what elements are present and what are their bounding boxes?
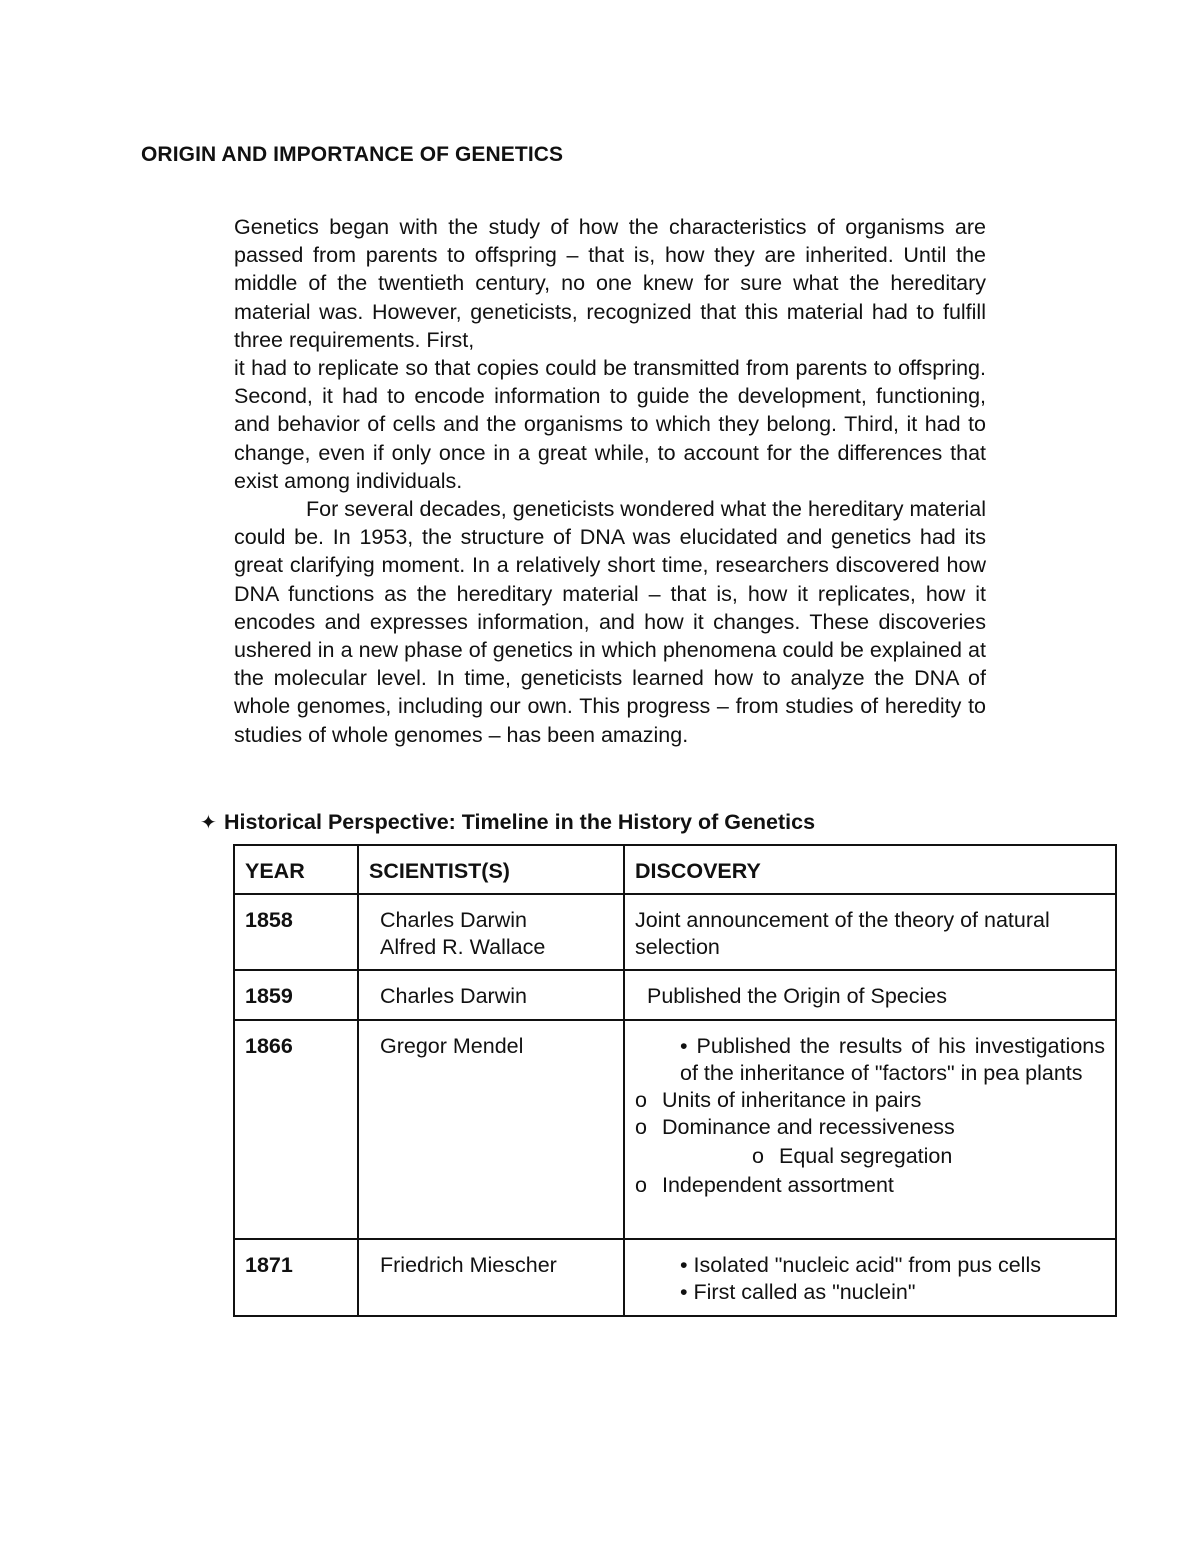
scientist-name: Gregor Mendel — [380, 1034, 524, 1058]
timeline-table — [233, 844, 1117, 1317]
page-title: ORIGIN AND IMPORTANCE OF GENETICS — [141, 143, 564, 166]
list-item: o Dominance and recessiveness — [635, 1115, 955, 1139]
list-item: • First called as "nuclein" — [680, 1280, 916, 1304]
scientist-name: Charles Darwin — [380, 908, 527, 932]
discovery-bullet: • Published the results of his investigations of the inheritance of "factors" in pea plants — [680, 1034, 1105, 1085]
scientist-cell — [358, 1020, 624, 1239]
discovery-cell — [624, 970, 1116, 1020]
discovery-text: Published the Origin of Species — [647, 984, 947, 1008]
scientist-name: Friedrich Miescher — [380, 1253, 557, 1277]
sub-marker: o — [635, 1173, 647, 1197]
sub-marker: o — [752, 1144, 764, 1168]
header-scientists: SCIENTIST(S) — [358, 845, 624, 894]
year-cell: 1858 — [234, 894, 358, 970]
scientist-cell — [358, 894, 624, 970]
list-item: o Independent assortment — [635, 1173, 894, 1197]
table-row — [234, 894, 1116, 970]
list-item: o Equal segregation — [752, 1144, 953, 1168]
table-row — [234, 1239, 1116, 1316]
header-year: YEAR — [234, 845, 358, 894]
paragraph-intro: Genetics began with the study of how the characteristics of organisms are passed from parents to offspring – that is, how they are inherited. Until the middle of the twentieth century, no one knew for sure what the hereditary material was. However, geneticists, recognized that this material had to fulfill three requirements. First, — [234, 215, 986, 352]
scientist-name: Alfred R. Wallace — [380, 935, 546, 959]
discovery-cell: Joint announcement of the theory of natural selection — [624, 894, 1116, 970]
scientist-cell — [358, 1239, 624, 1316]
table-row — [234, 970, 1116, 1020]
four-pointed-star-icon: ✦ — [200, 812, 217, 834]
list-item: o Units of inheritance in pairs — [635, 1088, 922, 1112]
section-heading-text: Historical Perspective: Timeline in the History of Genetics — [224, 810, 816, 834]
scientist-name: Charles Darwin — [380, 984, 527, 1008]
list-item: • Isolated "nucleic acid" from pus cells — [680, 1253, 1041, 1277]
scientist-cell — [358, 970, 624, 1020]
paragraph-dna-history: For several decades, geneticists wondered what the hereditary material could be. In 1953, the structure of DNA was elucidated and genetics had its great clarifying moment. In a relatively short time, researchers discovered how DNA functions as the hereditary material – that is, how it replicates, how it encodes and expresses information, and how it changes. These discoveries ushered in a new phase of genetics in which phenomena could be explained at the molecular level. In time, geneticists learned how to analyze the DNA of whole genomes, including our own. This progress – from studies of heredity to studies of whole genomes – has been amazing. — [234, 497, 986, 747]
sub-marker: o — [635, 1115, 647, 1139]
table-header-row — [234, 845, 1116, 894]
paragraph-requirements: it had to replicate so that copies could be transmitted from parents to offspring. Second, it had to encode information to guide the development, functioning, and behavior of cells and the organisms to which they belong. Third, it had to change, even if only once in a great while, to account for the differences that exist among individuals. — [234, 356, 986, 493]
sub-marker: o — [635, 1088, 647, 1112]
section-heading — [200, 810, 815, 835]
body-text — [234, 213, 986, 749]
year-cell: 1859 — [234, 970, 358, 1020]
discovery-cell — [624, 1020, 1116, 1239]
table-row — [234, 1020, 1116, 1239]
year-cell: 1871 — [234, 1239, 358, 1316]
year-cell: 1866 — [234, 1020, 358, 1239]
discovery-cell — [624, 1239, 1116, 1316]
header-discovery: DISCOVERY — [624, 845, 1116, 894]
